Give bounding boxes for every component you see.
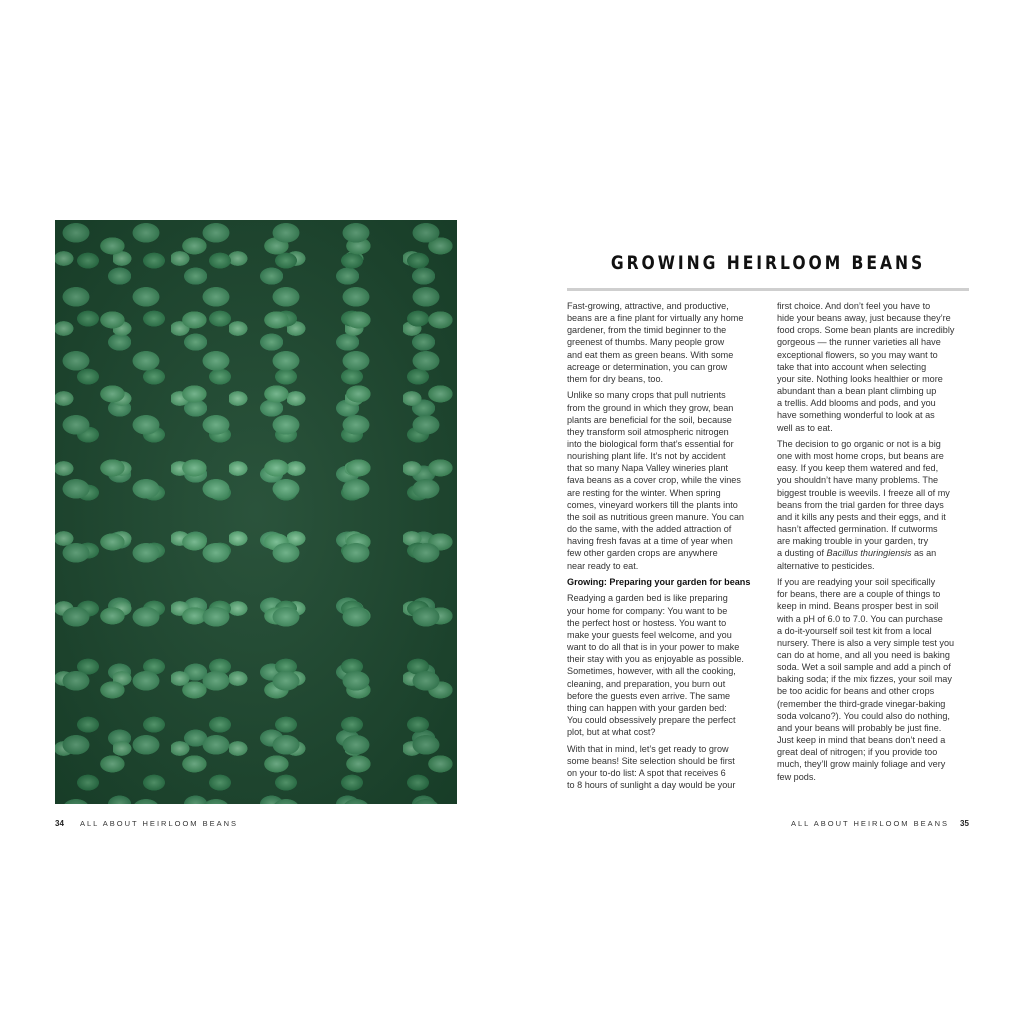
text-line: Fast-growing, attractive, and productive, — [567, 301, 729, 311]
text-line: soda volcano?). You could also do nothing, — [777, 710, 950, 721]
text-line: well as to eat. — [777, 422, 833, 433]
text-line: on your to-do list: A spot that receives 6 — [567, 767, 726, 778]
section-heading — [567, 576, 763, 588]
text-line: Readying a garden bed is like preparing — [567, 593, 728, 604]
text-line: a dusting of Bacillus thuringiensis as an — [777, 548, 937, 559]
text-line: (remember the third-grade vinegar-baking — [777, 698, 946, 709]
text-line: gorgeous — the runner varieties all have — [777, 337, 941, 348]
text-line: for beans, there are a couple of things to — [777, 589, 941, 600]
chapter-title: GROWING HEIRLOOM BEANS — [610, 252, 926, 274]
text-line: be too acidic for beans and other crops — [777, 686, 935, 697]
text-line: Just keep in mind that beans don’t need a — [777, 735, 946, 746]
text-line: great deal of nitrogen; if you provide too — [777, 747, 938, 758]
text-line: a trellis. Add blooms and pods, and you — [777, 398, 936, 409]
text-line: nourishing plant life. It’s not by accident — [567, 451, 726, 462]
text-line: If you are readying your soil specifically — [777, 577, 936, 588]
text-line: keep in mind. Beans prosper best in soil — [777, 601, 939, 612]
text-line: a do-it-yourself soil test kit from a local — [777, 625, 932, 636]
text-line: soda. Wet a soil sample and add a pinch of — [777, 662, 951, 673]
text-line: biggest trouble is weevils. I freeze all of my — [777, 487, 950, 498]
text-line: their stay with you as enjoyable as possible. — [567, 654, 744, 665]
text-line: beans from the trial garden for three days — [777, 499, 944, 510]
paragraph — [777, 576, 973, 783]
text-line: much, they’ll grow mainly foliage and very — [777, 759, 946, 770]
running-head-left: ALL ABOUT HEIRLOOM BEANS — [80, 819, 239, 828]
text-line: and your beans will probably be just fine. — [777, 722, 942, 733]
text-line: abundant than a bean plant climbing up — [777, 386, 937, 397]
text-line: With that in mind, let’s get ready to grow — [567, 743, 729, 754]
text-line: before the guests even arrive. The same — [567, 690, 731, 701]
text-line: acreage or determination, you can grow — [567, 361, 728, 372]
text-line: Unlike so many crops that pull nutrients — [567, 390, 726, 401]
text-line: do the same, with the added attraction of — [567, 524, 732, 535]
text-line: have something wonderful to look at as — [777, 410, 935, 421]
text-line: greenest of thumbs. Many people grow — [567, 337, 725, 348]
text-line: having fresh favas at a time of year when — [567, 536, 733, 547]
text-line: with a pH of 6.0 to 7.0. You can purchase — [777, 613, 943, 624]
paragraph — [567, 743, 763, 792]
text-line: Sometimes, however, with all the cooking, — [567, 666, 736, 677]
text-line: hasn’t affected germination. If cutworms — [777, 524, 938, 535]
text-column-right — [777, 300, 973, 787]
text-line: easy. If you keep them watered and fed, — [777, 463, 939, 474]
text-line: cleaning, and preparation, you burn out — [567, 678, 726, 689]
paragraph — [567, 300, 763, 385]
text-line: plot, but at what cost? — [567, 727, 656, 738]
text-line: the perfect host or hostess. You want to — [567, 617, 727, 628]
text-line: into the biological form that’s essential for — [567, 439, 734, 450]
page-number-right: 35 — [960, 819, 969, 828]
text-line: them for dry beans, too. — [567, 373, 664, 384]
text-line: are making trouble in your garden, try — [777, 536, 929, 547]
text-line: gardener, from the timid beginner to the — [567, 325, 727, 336]
text-line: they transform soil atmospheric nitrogen — [567, 426, 729, 437]
text-line: make your guests feel welcome, and you — [567, 629, 732, 640]
text-line: are resting for the winter. When spring — [567, 487, 721, 498]
text-line: and eat them as green beans. With some — [567, 349, 734, 360]
text-line: few other garden crops are anywhere — [567, 548, 718, 559]
page-number-left: 34 — [55, 819, 64, 828]
text-line: from the ground in which they grow, bean — [567, 402, 734, 413]
text-line: can do at home, and all you need is baking — [777, 649, 950, 660]
title-rule — [567, 288, 969, 291]
text-line: hide your beans away, just because they’re — [777, 313, 951, 324]
text-line: you shouldn’t have many problems. The — [777, 475, 939, 486]
text-line: near ready to eat. — [567, 560, 639, 571]
running-head-right: ALL ABOUT HEIRLOOM BEANS — [791, 819, 950, 828]
text-line: alternative to pesticides. — [777, 560, 875, 571]
text-line: the soil as nutritious green manure. You can — [567, 511, 744, 522]
text-line: Growing: Preparing your garden for beans — [567, 577, 751, 588]
text-line: exceptional flowers, so you may want to — [777, 349, 938, 360]
text-line: nursery. There is also a very simple test you — [777, 637, 955, 648]
text-line: want to do all that is in your power to make — [567, 642, 740, 653]
paragraph — [777, 438, 973, 572]
paragraph — [567, 592, 763, 738]
text-line: thing can happen with your garden bed: — [567, 702, 727, 713]
text-line: first choice. And don’t feel you have to — [777, 301, 931, 311]
text-line: comes, vineyard workers till the plants into — [567, 499, 738, 510]
text-line: baking soda; if the mix fizzes, your soil may — [777, 674, 952, 685]
text-line: You could obsessively prepare the perfect — [567, 715, 736, 726]
text-line: food crops. Some bean plants are incredibly — [777, 325, 955, 336]
text-line: one with most home crops, but beans are — [777, 451, 944, 462]
text-column-left — [567, 300, 763, 796]
bean-plant-photo — [55, 220, 457, 804]
paragraph — [777, 300, 973, 434]
text-line: your home for company: You want to be — [567, 605, 728, 616]
paragraph — [567, 389, 763, 571]
text-line: your site. Nothing looks healthier or more — [777, 373, 943, 384]
text-line: to 8 hours of sunlight a day would be your — [567, 780, 736, 791]
text-line: some beans! Site selection should be first — [567, 755, 735, 766]
text-line: The decision to go organic or not is a big — [777, 439, 941, 450]
text-line: take that into account when selecting — [777, 361, 927, 372]
text-line: that so many Napa Valley wineries plant — [567, 463, 729, 474]
text-line: plants are beneficial for the soil, because — [567, 414, 732, 425]
text-line: and it kills any pests and their eggs, and it — [777, 511, 946, 522]
text-line: fava beans as a cover crop, while the vines — [567, 475, 741, 486]
text-line: few pods. — [777, 771, 816, 782]
text-line: beans are a fine plant for virtually any home — [567, 313, 744, 324]
